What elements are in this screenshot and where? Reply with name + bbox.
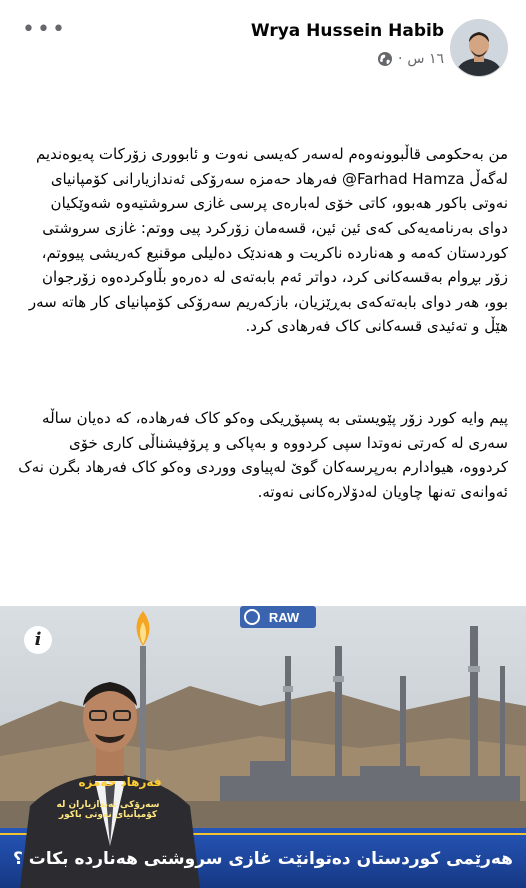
- meta-separator: ·: [397, 51, 403, 67]
- info-icon[interactable]: i: [24, 626, 52, 654]
- post-text: [13, 93, 508, 554]
- author-avatar[interactable]: [450, 19, 508, 77]
- post-paragraph-2: پیم وایە کورد زۆر پێویستی بە پسپۆڕیکی وەکو کاک فەرهادە، کە دەیان ساڵە سەری لە کەرتی نەوتدا سپی کردووە و بەپاکی و پرۆفیشناڵی کاری خۆی کردووە، هیوادارم بەرپرسەکان گوێ لەپیاوی ووردی وەکو کاک فەرهاد بگرن نەک ئەوانەی تەنها چاویان لەدۆلارەکانی نەوتە.: [13, 409, 508, 501]
- logo-text: RAW: [268, 610, 300, 625]
- globe-icon: [377, 51, 393, 67]
- person-role-caption: سەرۆکی ئەندازیاران لە کۆمپانیای نەوتی باکور: [56, 800, 160, 820]
- image-headline: هەرێمی کوردستان دەتوانێت غازی سروشتی هەناردە بکات ؟: [13, 849, 513, 869]
- more-options-icon[interactable]: •••: [22, 17, 67, 42]
- avatar-portrait: [451, 20, 507, 76]
- author-name[interactable]: Wrya Hussein Habib: [250, 21, 444, 41]
- person-name-caption: فەرهاد حەمزە: [78, 775, 162, 789]
- raw-logo: [240, 606, 316, 632]
- post-meta: [377, 51, 444, 67]
- post-paragraph-1: من بەحکومی قاڵبوونەوەم لەسەر کەیسی نەوت و ئابووری زۆرکات پەیوەندیم لەگەڵ Farhad Hamza@ فەرهاد حەمزە سەرۆکی ئەندازیارانی کۆمپانیای نەوتی باکور هەبوو، کاتی خۆی لەبارەی پرسی غازی سروشتیەوە شەوێکیان دوای بەرنامەیەکی کەی ئین ئین، قسەمان زۆرکرد پیی ووتم: غازی سروشتی کوردستان کەمە و هەناردە ناکریت و هەندێک دەلیلی موقنیع کەریشی پیووتم، زۆر بڕوام بەقسەکانی کرد، دواتر ئەم بابەتەی لە دەرەو بڵاوکردەوە زۆرجوان بوو، هەر دوای بابەتەکەی بەڕێزیان، بازکەریم سەرۆکی کۆمپانیای کار هاتە سەر هێڵ و تەئیدی قسەکانی کاک فەرهادی کرد.: [24, 145, 508, 336]
- post-time[interactable]: ١٦ س: [407, 51, 444, 67]
